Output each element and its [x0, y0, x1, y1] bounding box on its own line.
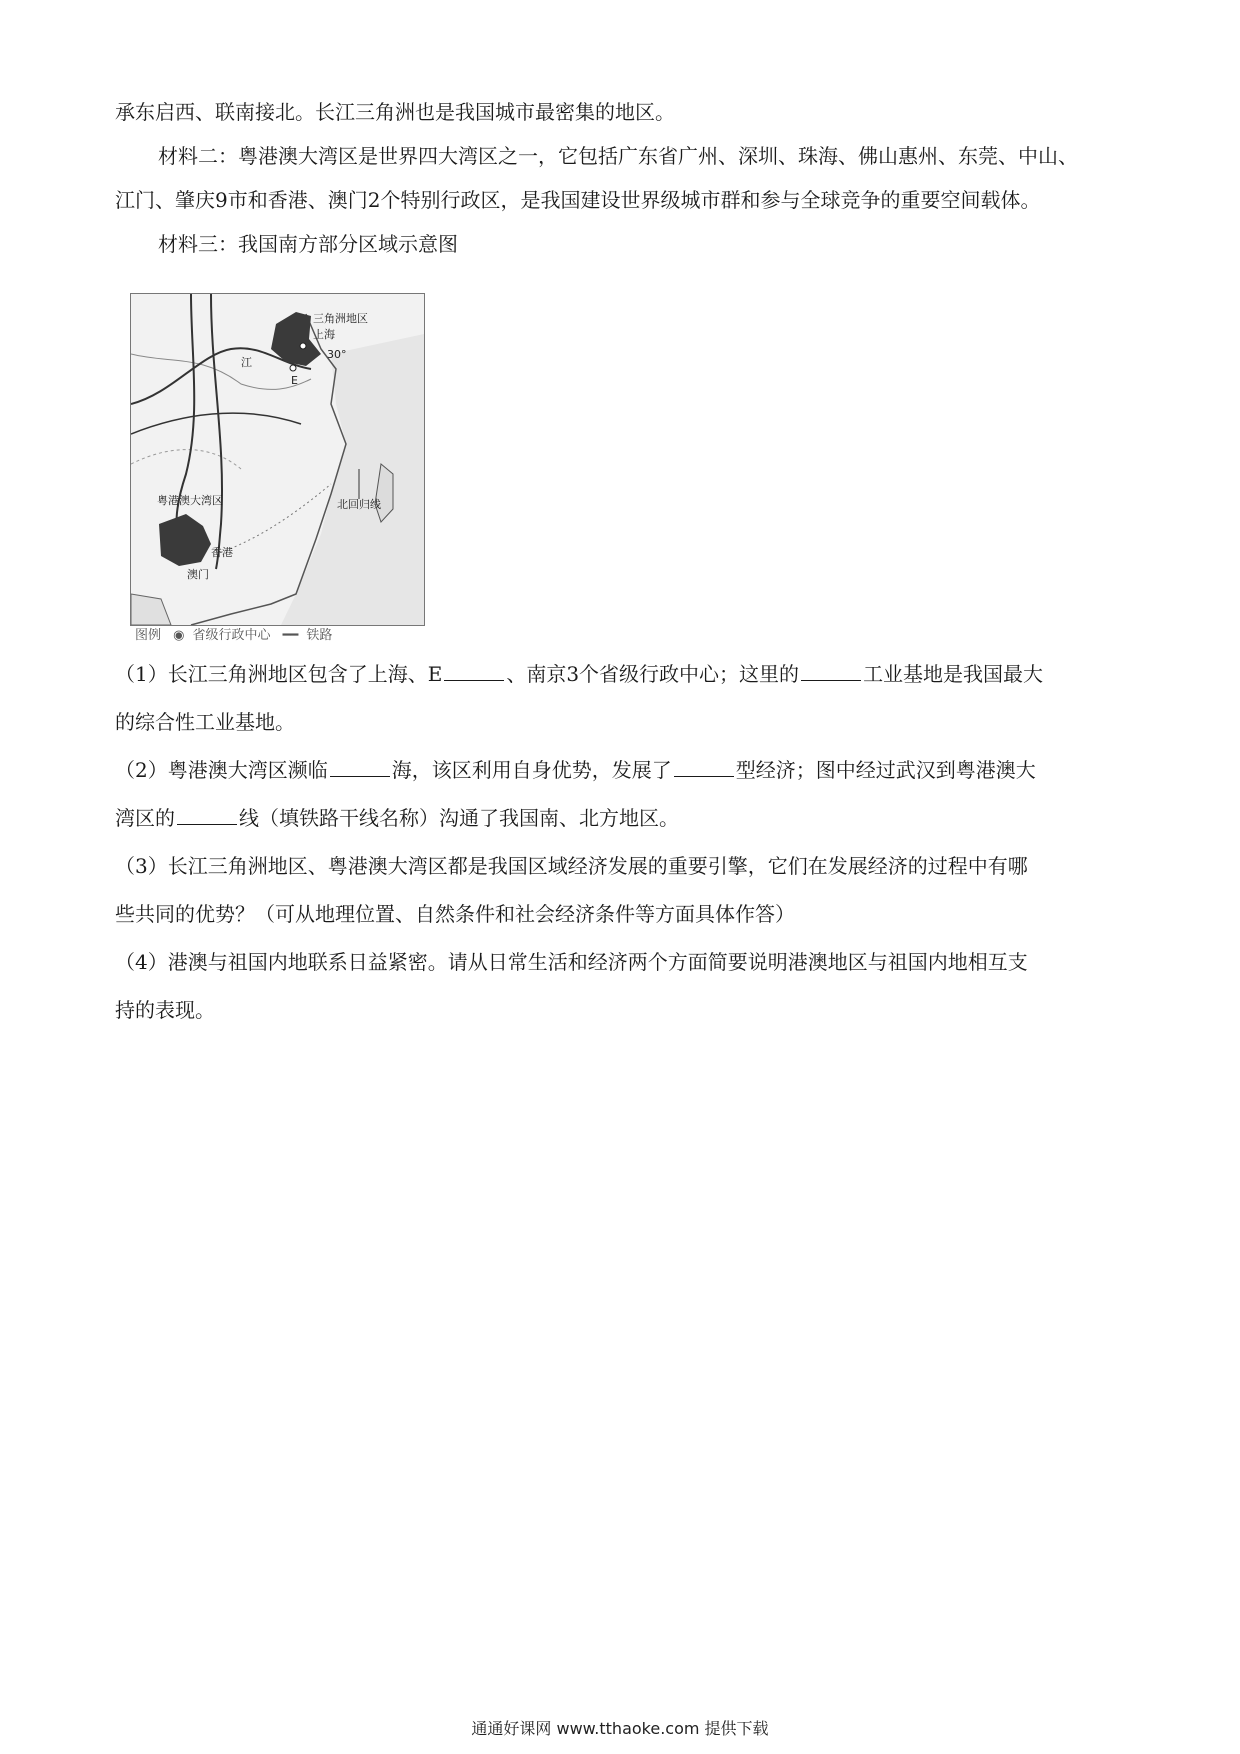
legend-capital-label: 省级行政中心	[192, 628, 271, 643]
label-tropic: 北回归线	[337, 498, 381, 511]
question-4-line-2: 持的表现。	[115, 998, 215, 1022]
q1-blank-1[interactable]	[444, 662, 504, 681]
q2-blank-3[interactable]	[177, 806, 237, 825]
legend-rail-icon: ━━	[282, 628, 299, 643]
legend-title: 图例	[135, 628, 162, 643]
label-jiang: 江	[241, 356, 252, 369]
legend-capital-icon: ◉	[173, 628, 185, 643]
capital-marker-e	[290, 365, 296, 371]
q2-text-a: （2）粤港澳大湾区濒临	[115, 758, 328, 782]
q2-blank-1[interactable]	[330, 758, 390, 777]
question-2-line-1	[115, 756, 1036, 784]
material-three-title: 材料三：我国南方部分区域示意图	[158, 232, 458, 256]
label-e: E	[291, 374, 298, 387]
map-legend	[135, 624, 340, 643]
q2-text-b: 海，该区利用自身优势，发展了	[391, 758, 672, 782]
label-macau: 澳门	[187, 568, 209, 581]
label-bay-area: 粤港澳大湾区	[157, 494, 223, 507]
label-delta: 三角洲地区	[313, 312, 368, 325]
q2-text-e: 线（填铁路干线名称）沟通了我国南、北方地区。	[239, 806, 679, 830]
question-1-line-2: 的综合性工业基地。	[115, 710, 295, 734]
question-1-line-1	[115, 660, 1043, 688]
q2-text-c: 型经济；图中经过武汉到粤港澳大	[735, 758, 1036, 782]
paragraph-line: 承东启西、联南接北。长江三角洲也是我国城市最密集的地区。	[115, 100, 675, 124]
material-two-line: 材料二：粤港澳大湾区是世界四大湾区之一，它包括广东省广州、深圳、珠海、佛山惠州、东莞、中山、	[158, 144, 1078, 168]
label-30-degrees: 30°	[327, 348, 347, 361]
page-footer: 通通好课网 www.tthaoke.com 提供下载	[471, 1719, 769, 1738]
question-4-line-1: （4）港澳与祖国内地联系日益紧密。请从日常生活和经济两个方面简要说明港澳地区与祖国内地相互支	[115, 950, 1028, 974]
q1-blank-2[interactable]	[801, 662, 861, 681]
legend-rail-label: 铁路	[306, 628, 333, 643]
question-3-line-2: 些共同的优势？（可从地理位置、自然条件和社会经济条件等方面具体作答）	[115, 902, 795, 926]
capital-marker-shanghai	[300, 343, 306, 349]
q2-text-d: 湾区的	[115, 806, 175, 830]
question-2-line-2	[115, 804, 679, 832]
q1-text-a: （1）长江三角洲地区包含了上海、E	[115, 662, 443, 686]
label-hong-kong: 香港	[211, 546, 233, 559]
paragraph-line: 江门、肇庆9市和香港、澳门2个特别行政区，是我国建设世界级城市群和参与全球竞争的重要空间载体。	[115, 188, 1041, 212]
q1-text-b: 、南京3个省级行政中心；这里的	[506, 662, 800, 686]
q2-blank-2[interactable]	[674, 758, 734, 777]
question-3-line-1: （3）长江三角洲地区、粤港澳大湾区都是我国区域经济发展的重要引擎，它们在发展经济的过程中有哪	[115, 854, 1028, 878]
q1-text-c: 工业基地是我国最大	[863, 662, 1044, 686]
label-shanghai: 上海	[313, 328, 335, 341]
region-map	[130, 293, 425, 626]
map-svg	[131, 294, 424, 625]
